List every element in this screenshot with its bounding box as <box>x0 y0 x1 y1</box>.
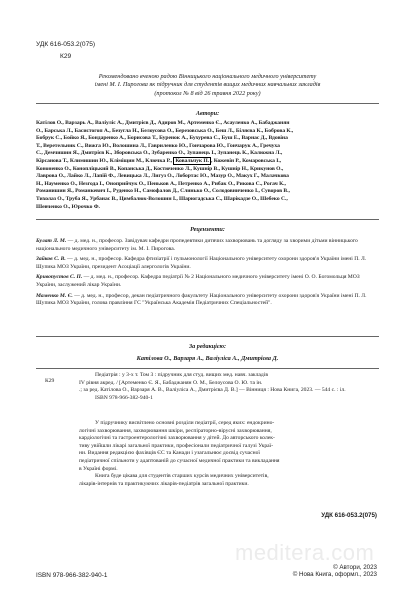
divider <box>36 103 379 104</box>
authors-list <box>36 120 381 211</box>
copyright-block <box>293 564 377 578</box>
copyright-publisher: © Нова Книга, оформл., 2023 <box>292 571 377 578</box>
abstract-line: У підручнику висвітлено основні розділи педіатрії, серед яких: ендокрино- <box>95 420 275 426</box>
editors-heading: За редакцією: <box>188 343 227 350</box>
reviewer-text: — д. мед. н., професор, декан педіатричного факультету Національного університету охорони здоров'я України імені П. Л. Шупика МОЗ України, голова правління ГС "Українська Академія Педіатричних Спеціальностей". <box>36 292 367 307</box>
authors-line <box>36 158 381 166</box>
authors-line: О., Барська Л., Басистогоп А., Безугла Н., Белоусова О., Березовська О., Беш Л., Біляєва К., Боброва К., <box>36 127 294 134</box>
approval-line: імені М. І. Пирогова як підручник для студентів вищих медичних навчальних закладів <box>94 81 321 89</box>
reviewers-heading: Рецензенти: <box>190 226 225 233</box>
abstract <box>79 420 379 488</box>
abstract-line: лікарів-інтернів та практикуючих лікарів-педіатрів загальної практики. <box>79 480 249 487</box>
authors-line: Катілов О., Варзарь А., Валіуліс А., Дмитрієв Д., Адиров М., Артеменко Є., Асауленко А., Бабаджанян <box>36 120 290 126</box>
reviewer-entry <box>36 238 379 253</box>
approval-note <box>36 73 379 98</box>
isbn-footer: ISBN 978-966-382-940-1 <box>36 572 108 579</box>
highlighted-author: Ковальчук П. <box>175 157 210 164</box>
authors-line: Лаврова О., Лайко Л., Лапій Ф., Левицька Л., Лигуз О., Лобортас Ю., Мазур О., Макух Г., Малачкова <box>36 173 289 180</box>
udk-right: УДК 616-053.2(075) <box>321 512 377 519</box>
reviewer-name: Зайков С. В. <box>36 256 66 263</box>
divider <box>36 336 379 337</box>
catalog-record <box>79 372 379 402</box>
authors-line: Кононенко О., Конопліцький В., Копанська Д., Костюченко Л., Кушнір В., Кушнір Н., Крикунов О., <box>36 165 284 172</box>
reviewer-text: — д. мед. н., професор. Кафедра педіатрії № 2 Національного медичного університету імені О. О. Богомольця МОЗ України, заслужений лікар України. <box>36 274 360 288</box>
approval-line: (протокол № 8 від 26 травня 2022 року) <box>154 89 261 97</box>
authors-line: Тихолаз О., Труба Я., Урбанас В., Цимбалюк-Волошин І., Шарюгадська С., Шарікадзе О., Шебеко С., <box>36 195 288 202</box>
reviewer-name: Маменко М. Є. <box>36 292 73 299</box>
authors-line: Бобрук С., Бойко Я., Бондаренко А., Борисова Т., Буренок А., Бухурева С., Буш Е., Варнас Д., Вдовіна <box>36 135 288 142</box>
abstract-line: педіатричної спільноти у адаптованій до сучасної медичної практики та викладання <box>79 457 280 464</box>
catalog-line: Педіатрія : у 3-х т. Том 3 : підручник для студ. вищих мед. навч. закладів <box>95 372 268 378</box>
authors-line-part: Кірсанова Т., Климишин Ю., Кліміщин М., Ключка Р., <box>36 157 174 164</box>
catalog-code: К29 <box>60 53 72 60</box>
authors-line: Н., Науменко О., Незгода І., Оноприйчук О., Пеньков А., Петренко А., Рибак О., Рикова С., Рогач К., <box>36 180 286 187</box>
divider <box>36 368 379 369</box>
authors-line: Романишин Я., Романкевич І., Руденко Н., Самофалов Д., Слинько О., Солодовниченко І., Суворов В., <box>36 188 290 195</box>
authors-line-part: , Кожевін Р., Комаровська І., <box>211 157 282 164</box>
authors-heading: Автори: <box>195 110 220 117</box>
abstract-line: ни. Видання редакцією фахівців ЄС та Канади і узагальнює досвід сучасної <box>79 450 260 457</box>
abstract-line: Книга буде цікава для студентів старших курсів медичних університетів, <box>95 473 269 480</box>
abstract-line: кардіологічні та гастроентерологічні захворювання у дітей. До авторського колек- <box>79 435 275 442</box>
authors-line: Шевченко О., Юрочко Ф. <box>36 203 100 210</box>
catalog-line: IV рівня акред. / [Артеменко Є. Я., Бабаджанян О. М., Белоусова О. Ю. та ін. <box>79 379 263 386</box>
authors-line: С., Демчишин Я., Дмитрієв К., Зборовська О., Зубаренко О., Зупанець І., Зупанець К., Калюжна Л., <box>36 150 283 157</box>
editors-names: Катілова О., Варзаря А., Валіуліса А., Дмитрієва Д. <box>136 355 279 362</box>
udk-code: УДК 616-053.2(075) <box>36 41 96 48</box>
authors-line: Т., Веретельник С., Вижга Ю., Волошина Л., Гавриленко Ю., Гончарова Ю., Гончарук А., Гречуха <box>36 142 280 149</box>
abstract-line: логічні захворювання, захворювання шкіри, респіраторно-вірусні захворювання, <box>79 427 272 434</box>
copyright-authors: © Автори, 2023 <box>333 564 377 571</box>
reviewer-name: Кривопустов С. П. <box>36 274 83 281</box>
divider <box>36 219 379 220</box>
catalog-line: .; за ред. Катілова О., Варзаря А. В., Валіуліса А., Дмитрієва Д. В.] — Вінниця : Нова Книга, 2023. — 544 с. : іл. <box>79 387 346 394</box>
abstract-line: тиву увійшли лікарі загальної практики, професіонали педіатричної галузі Украї- <box>79 442 274 449</box>
catalog-isbn: ISBN 978-966-382-940-1 <box>95 394 153 401</box>
watermark: meditera.com <box>235 540 375 565</box>
abstract-line: в Україні формі. <box>79 465 118 472</box>
reviewer-entry <box>36 274 379 289</box>
reviewer-entry <box>36 293 379 308</box>
reviewer-name: Булат Л. М. <box>36 238 67 244</box>
reviewer-entry <box>36 256 379 271</box>
reviewers-list <box>36 238 379 308</box>
reviewer-text: — д. мед. н., професор. Завідувач кафедри пропедевтики дитячих захворювань та догляду за хворими дітьми вінницького національного медичного університету ім. М. І. Пирогова. <box>36 238 358 252</box>
approval-line: Рекомендовано вченою радою Вінницького національного медичного університету <box>98 73 317 80</box>
catalog-record-code: К29 <box>45 378 55 384</box>
reviewer-text: — д. мед. н., професор. Кафедра фтизіатрії і пульмонології Національного університету охорони здоров'я України імені П. Л. Шупика МОЗ України, президент Асоціації алергологів України. <box>36 256 367 270</box>
